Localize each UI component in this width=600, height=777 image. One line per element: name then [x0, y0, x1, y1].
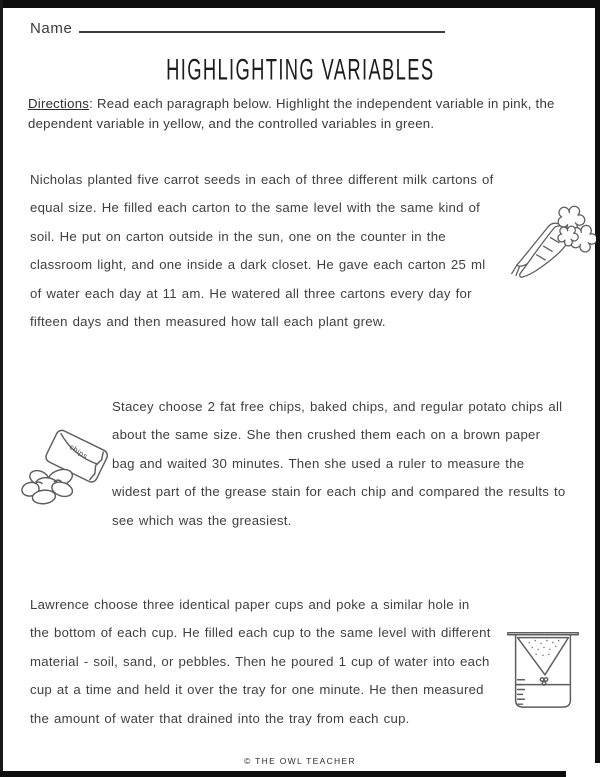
- paragraph-stacey-chips: Stacey choose 2 fat free chips, baked chips, and regular potato chips all about the same size. She then crushed them each on a brown paper bag and waited 30 minutes. Then she used a ruler to measure the widest part of the grease stain for each chip and compared the results to see which was the greasiest.: [112, 399, 566, 528]
- name-row: [30, 17, 445, 37]
- page-border-right: [595, 0, 600, 763]
- paragraph-nicholas-carrots: Nicholas planted five carrot seeds in each of three different milk cartons of equal size. He filled each carton to the same level with the same kind of soil. He put on carton outside in the sun, one on the counter in the classroom light, and one inside a dark closet. He gave each carton 25 ml of water each day at 11 am. He watered all three cartons every day for fifteen days and then measured how tall each plant grew.: [30, 172, 494, 330]
- chips-bag-label: chips: [67, 442, 90, 462]
- beaker-filter-icon: [505, 622, 581, 712]
- directions-text: : Read each paragraph below. Highlight the independent variable in pink, the dependent variable in yellow, and the controlled variables in green.: [28, 96, 555, 131]
- name-label: Name: [30, 20, 73, 37]
- title-wrap: [0, 55, 600, 86]
- page-border-bottom: [0, 771, 566, 777]
- page-title: HIGHLIGHTING VARIABLES: [165, 53, 435, 87]
- page-border-left: [0, 0, 3, 777]
- paragraph-lawrence-cups: Lawrence choose three identical paper cups and poke a similar hole in the bottom of each cup. He filled each cup to the same level with different material - soil, sand, or pebbles. Then he poured 1 cup of water into each cup at a time and held it over the tray for one minute. He then measured the amount of water that drained into the tray from each cup.: [30, 597, 491, 726]
- chips-bag-icon: [18, 428, 114, 514]
- page-border-top: [0, 0, 600, 8]
- footer-credit: © THE OWL TEACHER: [244, 756, 356, 766]
- directions-label: Directions: [28, 96, 90, 111]
- directions: [28, 94, 576, 134]
- carrot-bunch-icon: [510, 194, 596, 288]
- name-blank-line: [79, 17, 445, 33]
